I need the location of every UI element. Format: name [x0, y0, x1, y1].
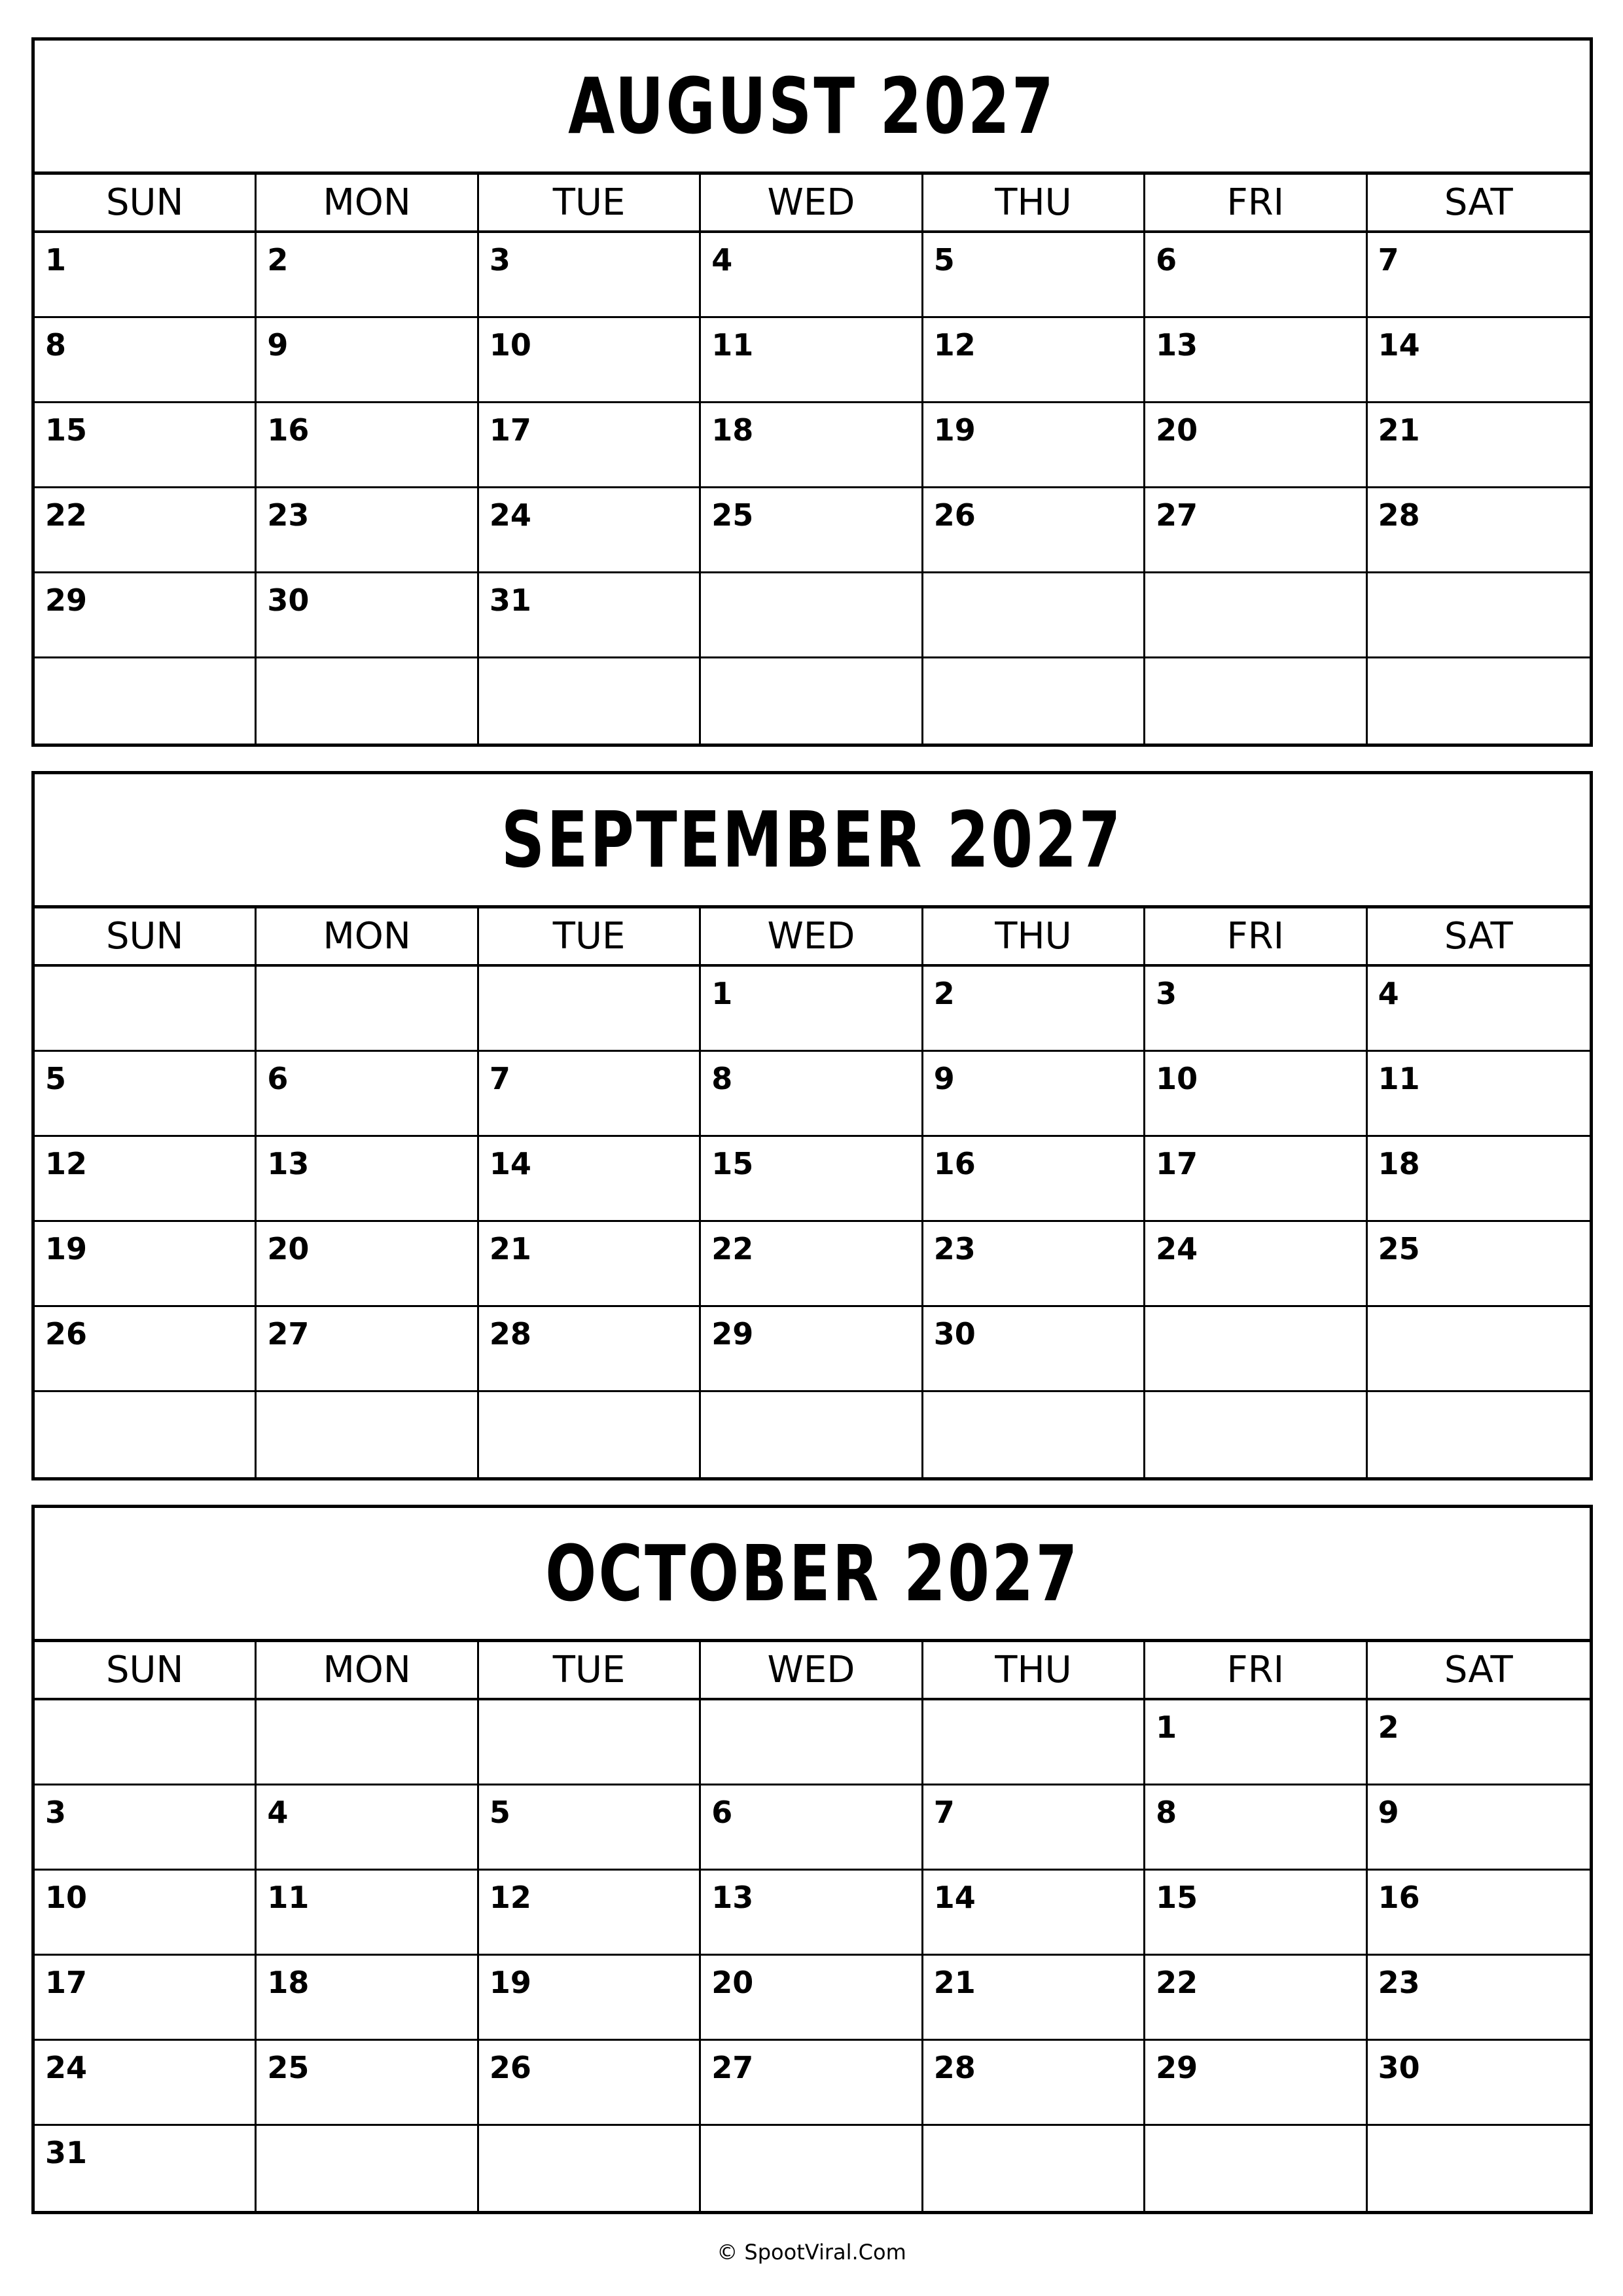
day-cell [257, 1137, 478, 1222]
day-number: 30 [933, 1316, 976, 1352]
day-cell [1368, 1785, 1590, 1871]
day-cell [257, 1785, 478, 1871]
day-cell [257, 967, 478, 1052]
day-cell [479, 2041, 701, 2126]
calendar-grid [35, 908, 1590, 1477]
day-number: 4 [267, 1795, 289, 1830]
day-number: 7 [1378, 242, 1399, 278]
day-number: 25 [1378, 1231, 1420, 1266]
day-number: 10 [45, 1880, 88, 1915]
day-number: 18 [711, 412, 754, 448]
day-cell [923, 488, 1145, 573]
day-number: 27 [711, 2050, 754, 2085]
day-number: 25 [267, 2050, 310, 2085]
day-number: 27 [267, 1316, 310, 1352]
day-cell [1145, 1052, 1367, 1137]
day-number: 31 [45, 2135, 88, 2170]
day-number: 4 [711, 242, 733, 278]
day-number: 17 [1156, 1146, 1198, 1181]
day-number: 12 [933, 327, 976, 363]
day-number: 2 [1378, 1710, 1399, 1745]
day-cell [257, 658, 478, 744]
day-number: 24 [45, 2050, 88, 2085]
day-cell [1145, 967, 1367, 1052]
month-calendar [31, 37, 1593, 747]
day-number: 8 [45, 327, 67, 363]
day-cell [923, 2126, 1145, 2211]
day-number: 29 [711, 1316, 754, 1352]
day-cell [35, 2126, 257, 2211]
day-cell [35, 658, 257, 744]
day-cell [923, 1785, 1145, 1871]
day-cell [257, 403, 478, 488]
day-cell [479, 318, 701, 403]
day-cell [923, 1700, 1145, 1785]
day-cell [923, 1052, 1145, 1137]
day-number: 14 [489, 1146, 531, 1181]
day-number: 25 [711, 497, 754, 533]
weekday-header: SUN [35, 175, 257, 233]
day-cell [35, 488, 257, 573]
weekday-header: MON [257, 1642, 478, 1700]
month-title [35, 774, 1590, 908]
month-title [35, 1508, 1590, 1642]
day-cell [1145, 1700, 1367, 1785]
day-cell [1145, 1956, 1367, 2041]
day-number: 1 [1156, 1710, 1177, 1745]
day-cell [1145, 318, 1367, 403]
day-number: 16 [1378, 1880, 1420, 1915]
day-number: 21 [1378, 412, 1420, 448]
day-number: 11 [711, 327, 754, 363]
day-number: 5 [45, 1061, 67, 1096]
day-cell [923, 658, 1145, 744]
weekday-header: TUE [479, 908, 701, 967]
day-cell [1145, 488, 1367, 573]
day-number: 20 [711, 1965, 754, 2000]
day-number: 3 [489, 242, 510, 278]
day-number: 12 [45, 1146, 88, 1181]
day-cell [1368, 1392, 1590, 1477]
day-cell [1145, 1392, 1367, 1477]
day-cell [479, 1052, 701, 1137]
day-number: 12 [489, 1880, 531, 1915]
day-number: 22 [45, 497, 88, 533]
day-cell [1368, 403, 1590, 488]
day-cell [923, 403, 1145, 488]
day-cell [1145, 2126, 1367, 2211]
day-cell [1145, 1307, 1367, 1392]
day-number: 18 [267, 1965, 310, 2000]
day-number: 6 [711, 1795, 733, 1830]
day-number: 15 [45, 412, 88, 448]
day-cell [1145, 1222, 1367, 1307]
weekday-header: FRI [1145, 175, 1367, 233]
day-cell [35, 1052, 257, 1137]
day-number: 15 [1156, 1880, 1198, 1915]
day-cell [257, 2041, 478, 2126]
weekday-header: TUE [479, 175, 701, 233]
day-cell [1145, 233, 1367, 318]
day-number: 2 [933, 976, 955, 1011]
day-number: 4 [1378, 976, 1399, 1011]
day-number: 2 [267, 242, 289, 278]
day-number: 3 [1156, 976, 1177, 1011]
day-number: 21 [489, 1231, 531, 1266]
day-cell [923, 1392, 1145, 1477]
weekday-header: SUN [35, 908, 257, 967]
weekday-header: SAT [1368, 1642, 1590, 1700]
day-cell [479, 488, 701, 573]
day-cell [701, 2041, 923, 2126]
day-cell [1368, 967, 1590, 1052]
day-cell [479, 1956, 701, 2041]
day-number: 22 [711, 1231, 754, 1266]
day-cell [35, 1222, 257, 1307]
day-cell [923, 1137, 1145, 1222]
day-number: 17 [45, 1965, 88, 2000]
day-cell [1368, 2041, 1590, 2126]
day-cell [35, 2041, 257, 2126]
day-number: 1 [711, 976, 733, 1011]
day-cell [923, 1956, 1145, 2041]
day-number: 9 [267, 327, 289, 363]
day-number: 16 [267, 412, 310, 448]
day-cell [1145, 2041, 1367, 2126]
weekday-header: THU [923, 175, 1145, 233]
day-cell [257, 488, 478, 573]
weekday-header: MON [257, 908, 478, 967]
day-cell [479, 1137, 701, 1222]
day-cell [479, 1222, 701, 1307]
day-cell [1145, 1785, 1367, 1871]
day-cell [479, 1871, 701, 1956]
day-number: 15 [711, 1146, 754, 1181]
weekday-header: THU [923, 1642, 1145, 1700]
day-cell [923, 318, 1145, 403]
day-number: 28 [489, 1316, 531, 1352]
day-number: 30 [267, 583, 310, 618]
day-cell [701, 573, 923, 658]
day-cell [257, 1222, 478, 1307]
day-cell [1145, 1871, 1367, 1956]
day-cell [35, 318, 257, 403]
month-title-text: SEPTEMBER 2027 [501, 795, 1123, 885]
day-cell [1368, 318, 1590, 403]
day-cell [923, 1222, 1145, 1307]
day-cell [35, 1956, 257, 2041]
day-cell [1368, 2126, 1590, 2211]
day-number: 9 [1378, 1795, 1399, 1830]
day-number: 30 [1378, 2050, 1420, 2085]
day-number: 29 [45, 583, 88, 618]
day-number: 19 [933, 412, 976, 448]
day-number: 20 [1156, 412, 1198, 448]
day-number: 9 [933, 1061, 955, 1096]
day-cell [479, 1785, 701, 1871]
day-cell [479, 2126, 701, 2211]
day-cell [479, 967, 701, 1052]
day-number: 13 [1156, 327, 1198, 363]
day-cell [701, 1956, 923, 2041]
day-cell [701, 658, 923, 744]
day-cell [479, 658, 701, 744]
day-number: 26 [45, 1316, 88, 1352]
day-number: 17 [489, 412, 531, 448]
day-number: 18 [1378, 1146, 1420, 1181]
day-number: 11 [267, 1880, 310, 1915]
day-cell [35, 1700, 257, 1785]
day-cell [701, 1785, 923, 1871]
month-title [35, 41, 1590, 175]
day-number: 23 [1378, 1965, 1420, 2000]
day-cell [35, 403, 257, 488]
weekday-header: WED [701, 908, 923, 967]
day-number: 31 [489, 583, 531, 618]
day-cell [923, 1871, 1145, 1956]
day-number: 20 [267, 1231, 310, 1266]
day-number: 21 [933, 1965, 976, 2000]
day-cell [701, 1052, 923, 1137]
day-number: 26 [933, 497, 976, 533]
day-cell [701, 2126, 923, 2211]
calendar-grid [35, 1642, 1590, 2211]
day-cell [701, 1307, 923, 1392]
day-cell [257, 1700, 478, 1785]
day-cell [257, 1052, 478, 1137]
day-cell [257, 1956, 478, 2041]
day-number: 13 [267, 1146, 310, 1181]
day-cell [701, 1700, 923, 1785]
day-number: 1 [45, 242, 67, 278]
weekday-header: SAT [1368, 908, 1590, 967]
day-cell [923, 573, 1145, 658]
day-cell [923, 1307, 1145, 1392]
day-cell [257, 318, 478, 403]
day-cell [257, 573, 478, 658]
day-cell [701, 403, 923, 488]
weekday-header: TUE [479, 1642, 701, 1700]
day-cell [1368, 233, 1590, 318]
weekday-header: SUN [35, 1642, 257, 1700]
day-number: 6 [1156, 242, 1177, 278]
day-cell [1368, 573, 1590, 658]
day-cell [701, 1137, 923, 1222]
day-number: 19 [45, 1231, 88, 1266]
day-number: 27 [1156, 497, 1198, 533]
weekday-header: WED [701, 175, 923, 233]
day-cell [35, 233, 257, 318]
weekday-header: FRI [1145, 1642, 1367, 1700]
day-cell [701, 233, 923, 318]
day-number: 29 [1156, 2050, 1198, 2085]
month-calendar [31, 1505, 1593, 2214]
day-number: 24 [1156, 1231, 1198, 1266]
day-cell [1145, 658, 1367, 744]
day-cell [479, 573, 701, 658]
day-cell [1368, 1700, 1590, 1785]
day-cell [1368, 1222, 1590, 1307]
day-cell [35, 967, 257, 1052]
day-number: 7 [489, 1061, 510, 1096]
day-number: 7 [933, 1795, 955, 1830]
day-cell [257, 233, 478, 318]
day-number: 3 [45, 1795, 67, 1830]
day-number: 28 [1378, 497, 1420, 533]
day-cell [257, 1871, 478, 1956]
day-cell [35, 1137, 257, 1222]
day-cell [1368, 488, 1590, 573]
day-cell [479, 1700, 701, 1785]
day-number: 14 [1378, 327, 1420, 363]
month-calendar [31, 771, 1593, 1480]
day-cell [701, 1222, 923, 1307]
day-number: 16 [933, 1146, 976, 1181]
day-number: 24 [489, 497, 531, 533]
day-cell [35, 1307, 257, 1392]
day-cell [1368, 1307, 1590, 1392]
day-number: 19 [489, 1965, 531, 2000]
day-cell [701, 318, 923, 403]
day-number: 5 [489, 1795, 510, 1830]
day-cell [257, 1307, 478, 1392]
calendar-grid [35, 175, 1590, 744]
day-cell [1368, 1052, 1590, 1137]
day-number: 28 [933, 2050, 976, 2085]
day-number: 6 [267, 1061, 289, 1096]
day-cell [257, 1392, 478, 1477]
day-cell [701, 488, 923, 573]
day-number: 23 [933, 1231, 976, 1266]
day-number: 22 [1156, 1965, 1198, 2000]
day-cell [701, 967, 923, 1052]
day-number: 10 [1156, 1061, 1198, 1096]
day-number: 8 [1156, 1795, 1177, 1830]
day-cell [479, 403, 701, 488]
day-number: 8 [711, 1061, 733, 1096]
weekday-header: MON [257, 175, 478, 233]
weekday-header: SAT [1368, 175, 1590, 233]
day-number: 13 [711, 1880, 754, 1915]
day-number: 5 [933, 242, 955, 278]
day-cell [35, 573, 257, 658]
day-number: 14 [933, 1880, 976, 1915]
day-number: 11 [1378, 1061, 1420, 1096]
month-title-text: AUGUST 2027 [568, 61, 1056, 151]
weekday-header: WED [701, 1642, 923, 1700]
weekday-header: THU [923, 908, 1145, 967]
day-cell [479, 233, 701, 318]
day-number: 23 [267, 497, 310, 533]
day-cell [701, 1871, 923, 1956]
day-cell [35, 1785, 257, 1871]
day-cell [1145, 573, 1367, 658]
day-cell [1368, 1956, 1590, 2041]
day-cell [479, 1307, 701, 1392]
day-cell [35, 1392, 257, 1477]
copyright-footer: © SpootViral.Com [717, 2240, 906, 2265]
day-number: 10 [489, 327, 531, 363]
day-cell [257, 2126, 478, 2211]
day-cell [35, 1871, 257, 1956]
day-cell [1145, 403, 1367, 488]
weekday-header: FRI [1145, 908, 1367, 967]
day-number: 26 [489, 2050, 531, 2085]
day-cell [923, 967, 1145, 1052]
day-cell [923, 233, 1145, 318]
day-cell [1368, 1137, 1590, 1222]
day-cell [701, 1392, 923, 1477]
day-cell [923, 2041, 1145, 2126]
day-cell [479, 1392, 701, 1477]
day-cell [1145, 1137, 1367, 1222]
day-cell [1368, 658, 1590, 744]
month-title-text: OCTOBER 2027 [544, 1528, 1080, 1619]
day-cell [1368, 1871, 1590, 1956]
